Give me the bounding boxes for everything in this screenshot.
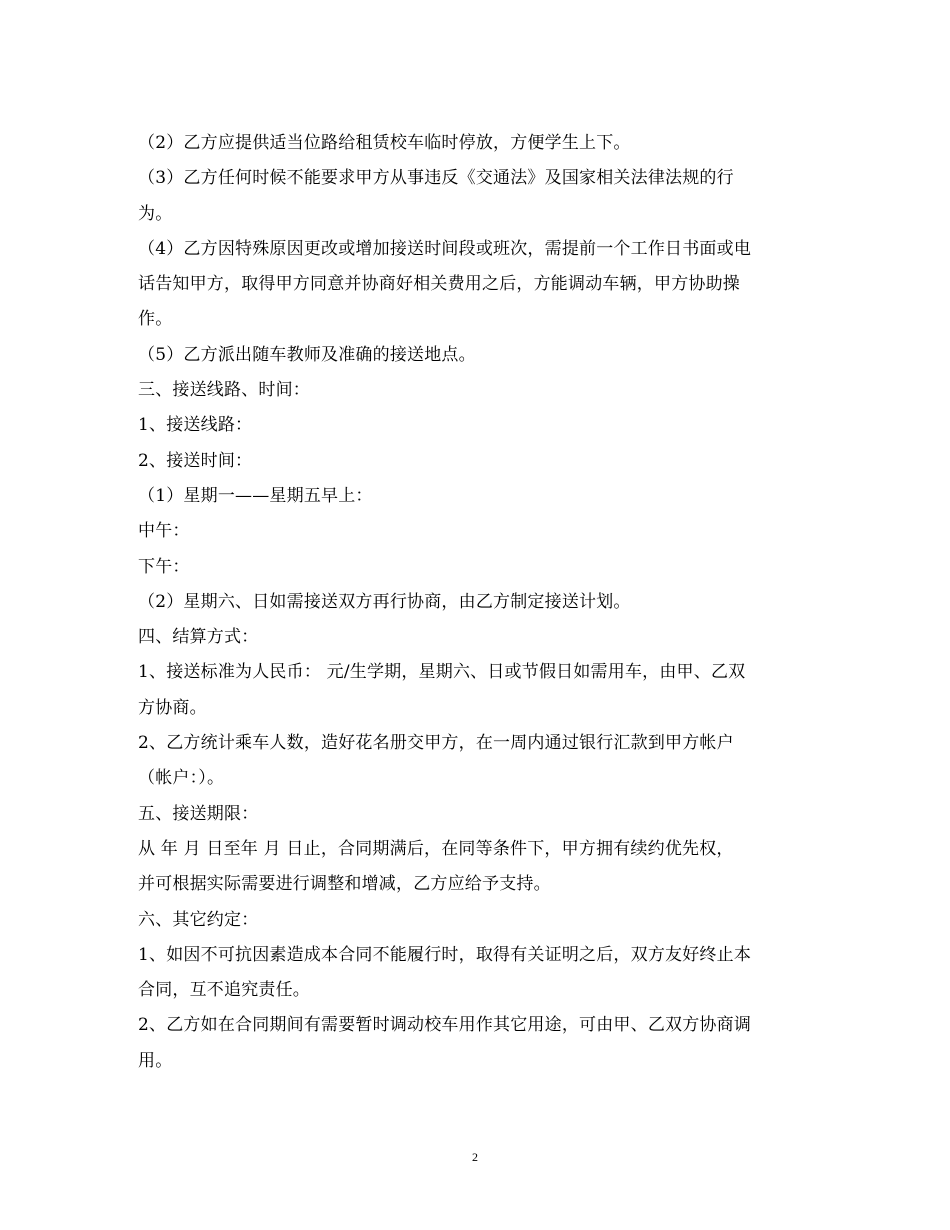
clause-2-line: （2）乙方应提供适当位路给租赁校车临时停放，方便学生上下。: [138, 133, 631, 153]
weekend-line: （2）星期六、日如需接送双方再行协商，由乙方制定接送计划。: [138, 591, 631, 612]
weekday-morning-line: （1）星期一——星期五早上：: [138, 485, 373, 506]
clause-5-line: （5）乙方派出随车教师及准确的接送地点。: [138, 344, 476, 365]
afternoon-line: 下午：: [138, 556, 190, 577]
section-6-heading: 六、其它约定：: [138, 909, 259, 930]
force-majeure-line-1: 1、如因不可抗因素造成本合同不能履行时，取得有关证明之后，双方友好终止本: [138, 944, 752, 965]
section-3-heading: 三、接送线路、时间：: [138, 380, 310, 401]
fee-standard-line-1: 1、接送标准为人民币： 元/生学期，星期六、日或节假日如需用车，由甲、乙双: [138, 662, 746, 683]
term-line-2: 并可根据实际需要进行调整和增减，乙方应给予支持。: [138, 874, 551, 895]
clause-4-line-1: （4）乙方因特殊原因更改或增加接送时间段或班次，需提前一个工作日书面或电: [138, 238, 752, 259]
fee-standard-line-2: 方协商。: [138, 697, 207, 718]
page-number: 2: [472, 1150, 478, 1164]
term-line-1: 从 年 月 日至年 月 日止，合同期满后，在同等条件下，甲方拥有续约优先权，: [138, 838, 734, 859]
temporary-use-line-2: 用。: [138, 1050, 173, 1071]
section-5-heading: 五、接送期限：: [138, 803, 259, 824]
clause-3-line-2: 为。: [138, 203, 173, 224]
force-majeure-line-2: 合同，互不追究责任。: [138, 980, 310, 1001]
payment-line-1: 2、乙方统计乘车人数，造好花名册交甲方，在一周内通过银行汇款到甲方帐户: [138, 733, 734, 754]
time-item: 2、接送时间：: [138, 450, 253, 471]
clause-3-line-1: （3）乙方任何时候不能要求甲方从事违反《交通法》及国家相关法律法规的行: [138, 168, 734, 189]
route-item: 1、接送线路：: [138, 415, 253, 436]
clause-4-line-3: 作。: [138, 309, 173, 330]
noon-line: 中午：: [138, 521, 190, 542]
temporary-use-line-1: 2、乙方如在合同期间有需要暂时调动校车用作其它用途，可由甲、乙双方协商调: [138, 1015, 752, 1036]
document-body: [138, 126, 810, 1079]
payment-line-2: （帐户：）。: [138, 768, 225, 789]
clause-4-line-2: 话告知甲方，取得甲方同意并协商好相关费用之后，方能调动车辆，甲方协助操: [138, 274, 740, 295]
section-4-heading: 四、结算方式：: [138, 627, 259, 648]
